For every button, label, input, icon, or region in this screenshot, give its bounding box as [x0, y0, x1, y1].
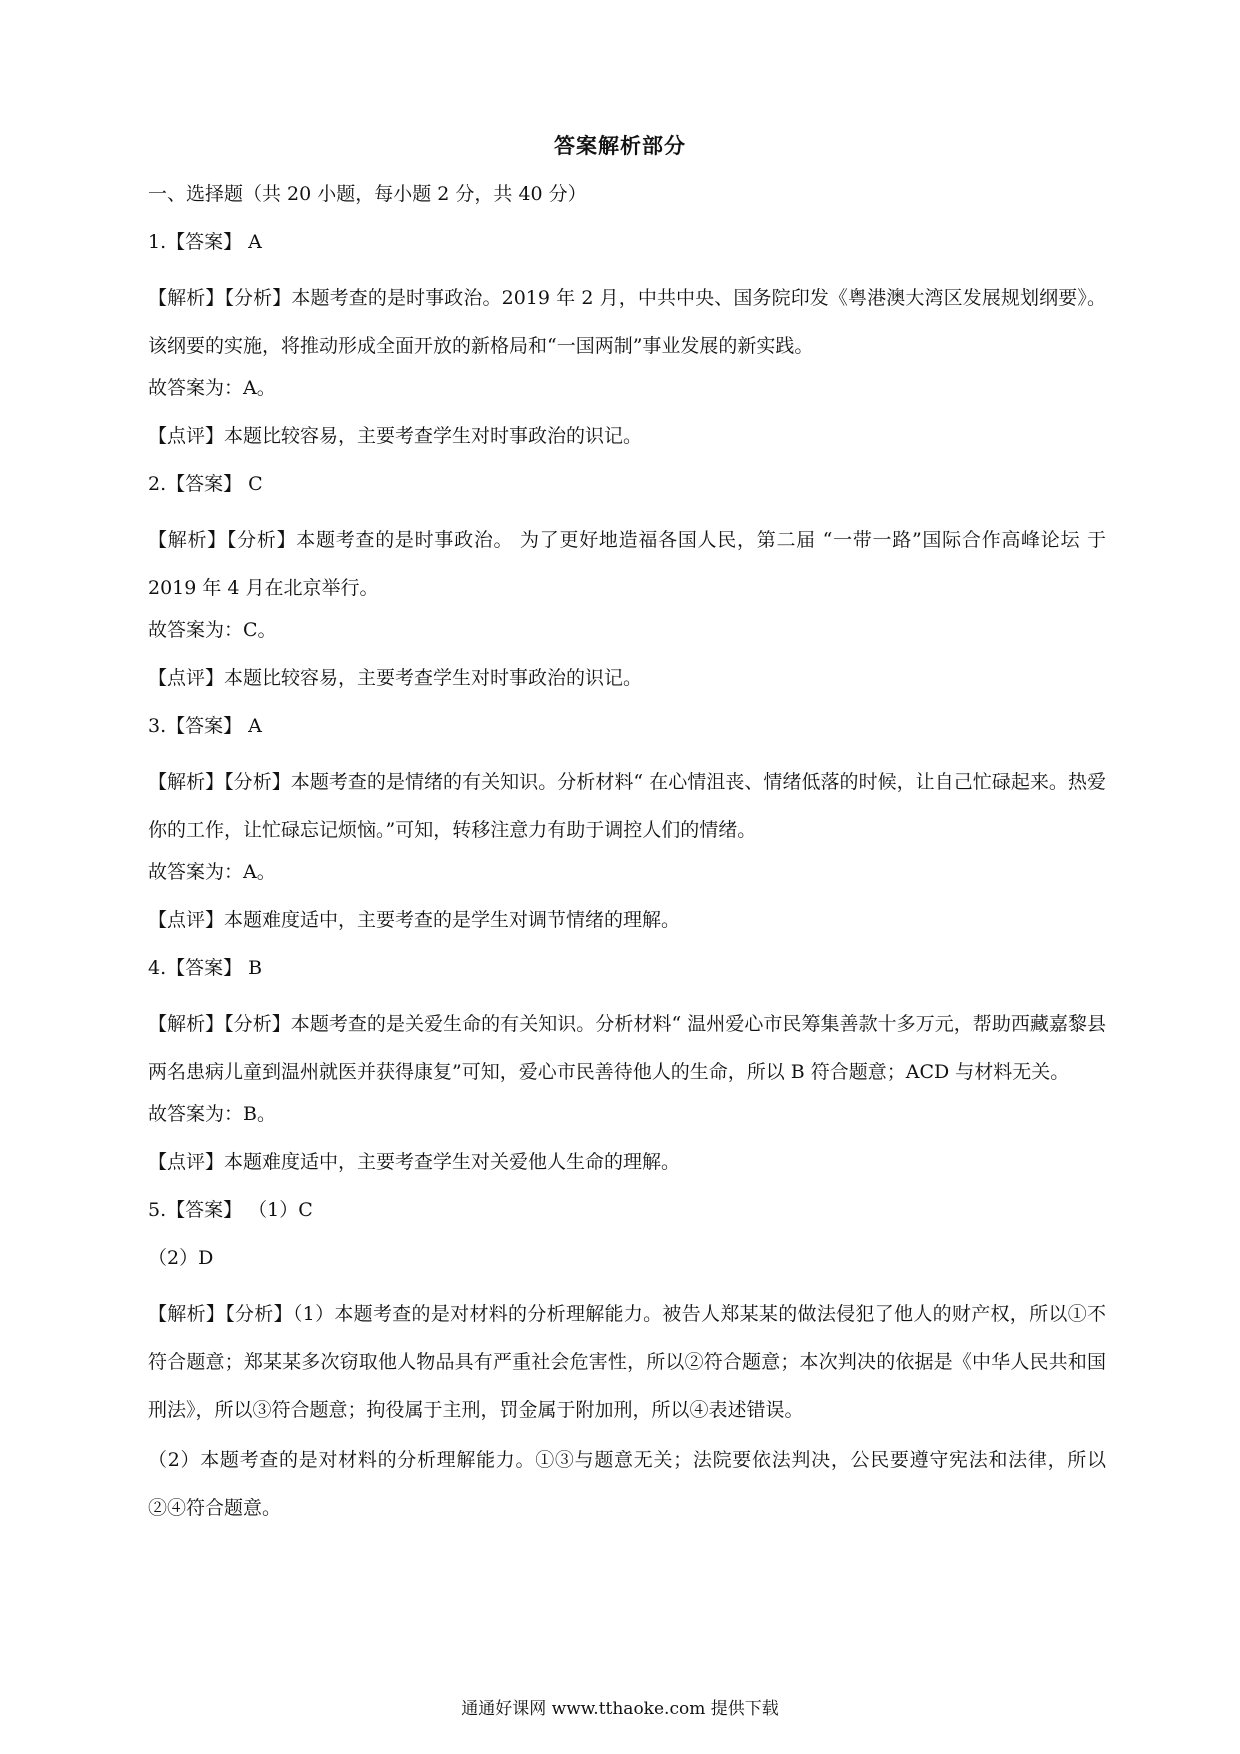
page-footer: 通通好课网 www.tthaoke.com 提供下载	[461, 1699, 779, 1719]
answer-line-5: 5.【答案】 （1）C	[148, 1199, 313, 1221]
comment-4: 【点评】本题难度适中，主要考查学生对关爱他人生命的理解。	[148, 1151, 681, 1173]
page-title: 答案解析部分	[554, 133, 686, 158]
answer-line-1: 1.【答案】 A	[148, 231, 262, 253]
conclusion-3: 故答案为：A。	[148, 861, 276, 883]
answer-line-5-part2: （2）D	[148, 1247, 214, 1269]
answer-line-4: 4.【答案】 B	[148, 957, 263, 979]
conclusion-4: 故答案为：B。	[148, 1103, 276, 1125]
answer-content	[148, 178, 1106, 1534]
analysis-3: 【解析】【分析】本题考查的是情绪的有关知识。分析材料“ 在心情沮丧、情绪低落的时候，让自己忙碌起来。热爱你的工作，让忙碌忘记烦恼。”可知，转移注意力有助于调控人们的情绪。	[148, 771, 1106, 841]
answer-line-2: 2.【答案】 C	[148, 473, 263, 495]
analysis-5-part2: （2）本题考查的是对材料的分析理解能力。①③与题意无关；法院要依法判决，公民要遵守宪法和法律，所以②④符合题意。	[148, 1449, 1106, 1519]
comment-1: 【点评】本题比较容易，主要考查学生对时事政治的识记。	[148, 425, 643, 447]
comment-2: 【点评】本题比较容易，主要考查学生对时事政治的识记。	[148, 667, 643, 689]
analysis-4: 【解析】【分析】本题考查的是关爱生命的有关知识。分析材料“ 温州爱心市民筹集善款十多万元，帮助西藏嘉黎县两名患病儿童到温州就医并获得康复”可知，爱心市民善待他人的生命，所以 B 符合题意；ACD 与材料无关。	[148, 1013, 1106, 1083]
conclusion-2: 故答案为：C。	[148, 619, 277, 641]
answer-line-3: 3.【答案】 A	[148, 715, 262, 737]
analysis-1: 【解析】【分析】本题考查的是时事政治。2019 年 2 月，中共中央、国务院印发《粤港澳大湾区发展规划纲要》。该纲要的实施，将推动形成全面开放的新格局和“一国两制”事业发展的新实践。	[148, 287, 1106, 357]
section-header: 一、选择题（共 20 小题，每小题 2 分，共 40 分）	[148, 183, 587, 205]
conclusion-1: 故答案为：A。	[148, 377, 276, 399]
analysis-2: 【解析】【分析】本题考查的是时事政治。 为了更好地造福各国人民，第二届 “一带一路”国际合作高峰论坛 于 2019 年 4 月在北京举行。	[148, 529, 1106, 599]
comment-3: 【点评】本题难度适中，主要考查的是学生对调节情绪的理解。	[148, 909, 681, 931]
analysis-5: 【解析】【分析】（1）本题考查的是对材料的分析理解能力。被告人郑某某的做法侵犯了他人的财产权，所以①不符合题意；郑某某多次窃取他人物品具有严重社会危害性，所以②符合题意；本次判决的依据是《中华人民共和国刑法》，所以③符合题意；拘役属于主刑，罚金属于附加刑，所以④表述错误。	[148, 1303, 1106, 1421]
